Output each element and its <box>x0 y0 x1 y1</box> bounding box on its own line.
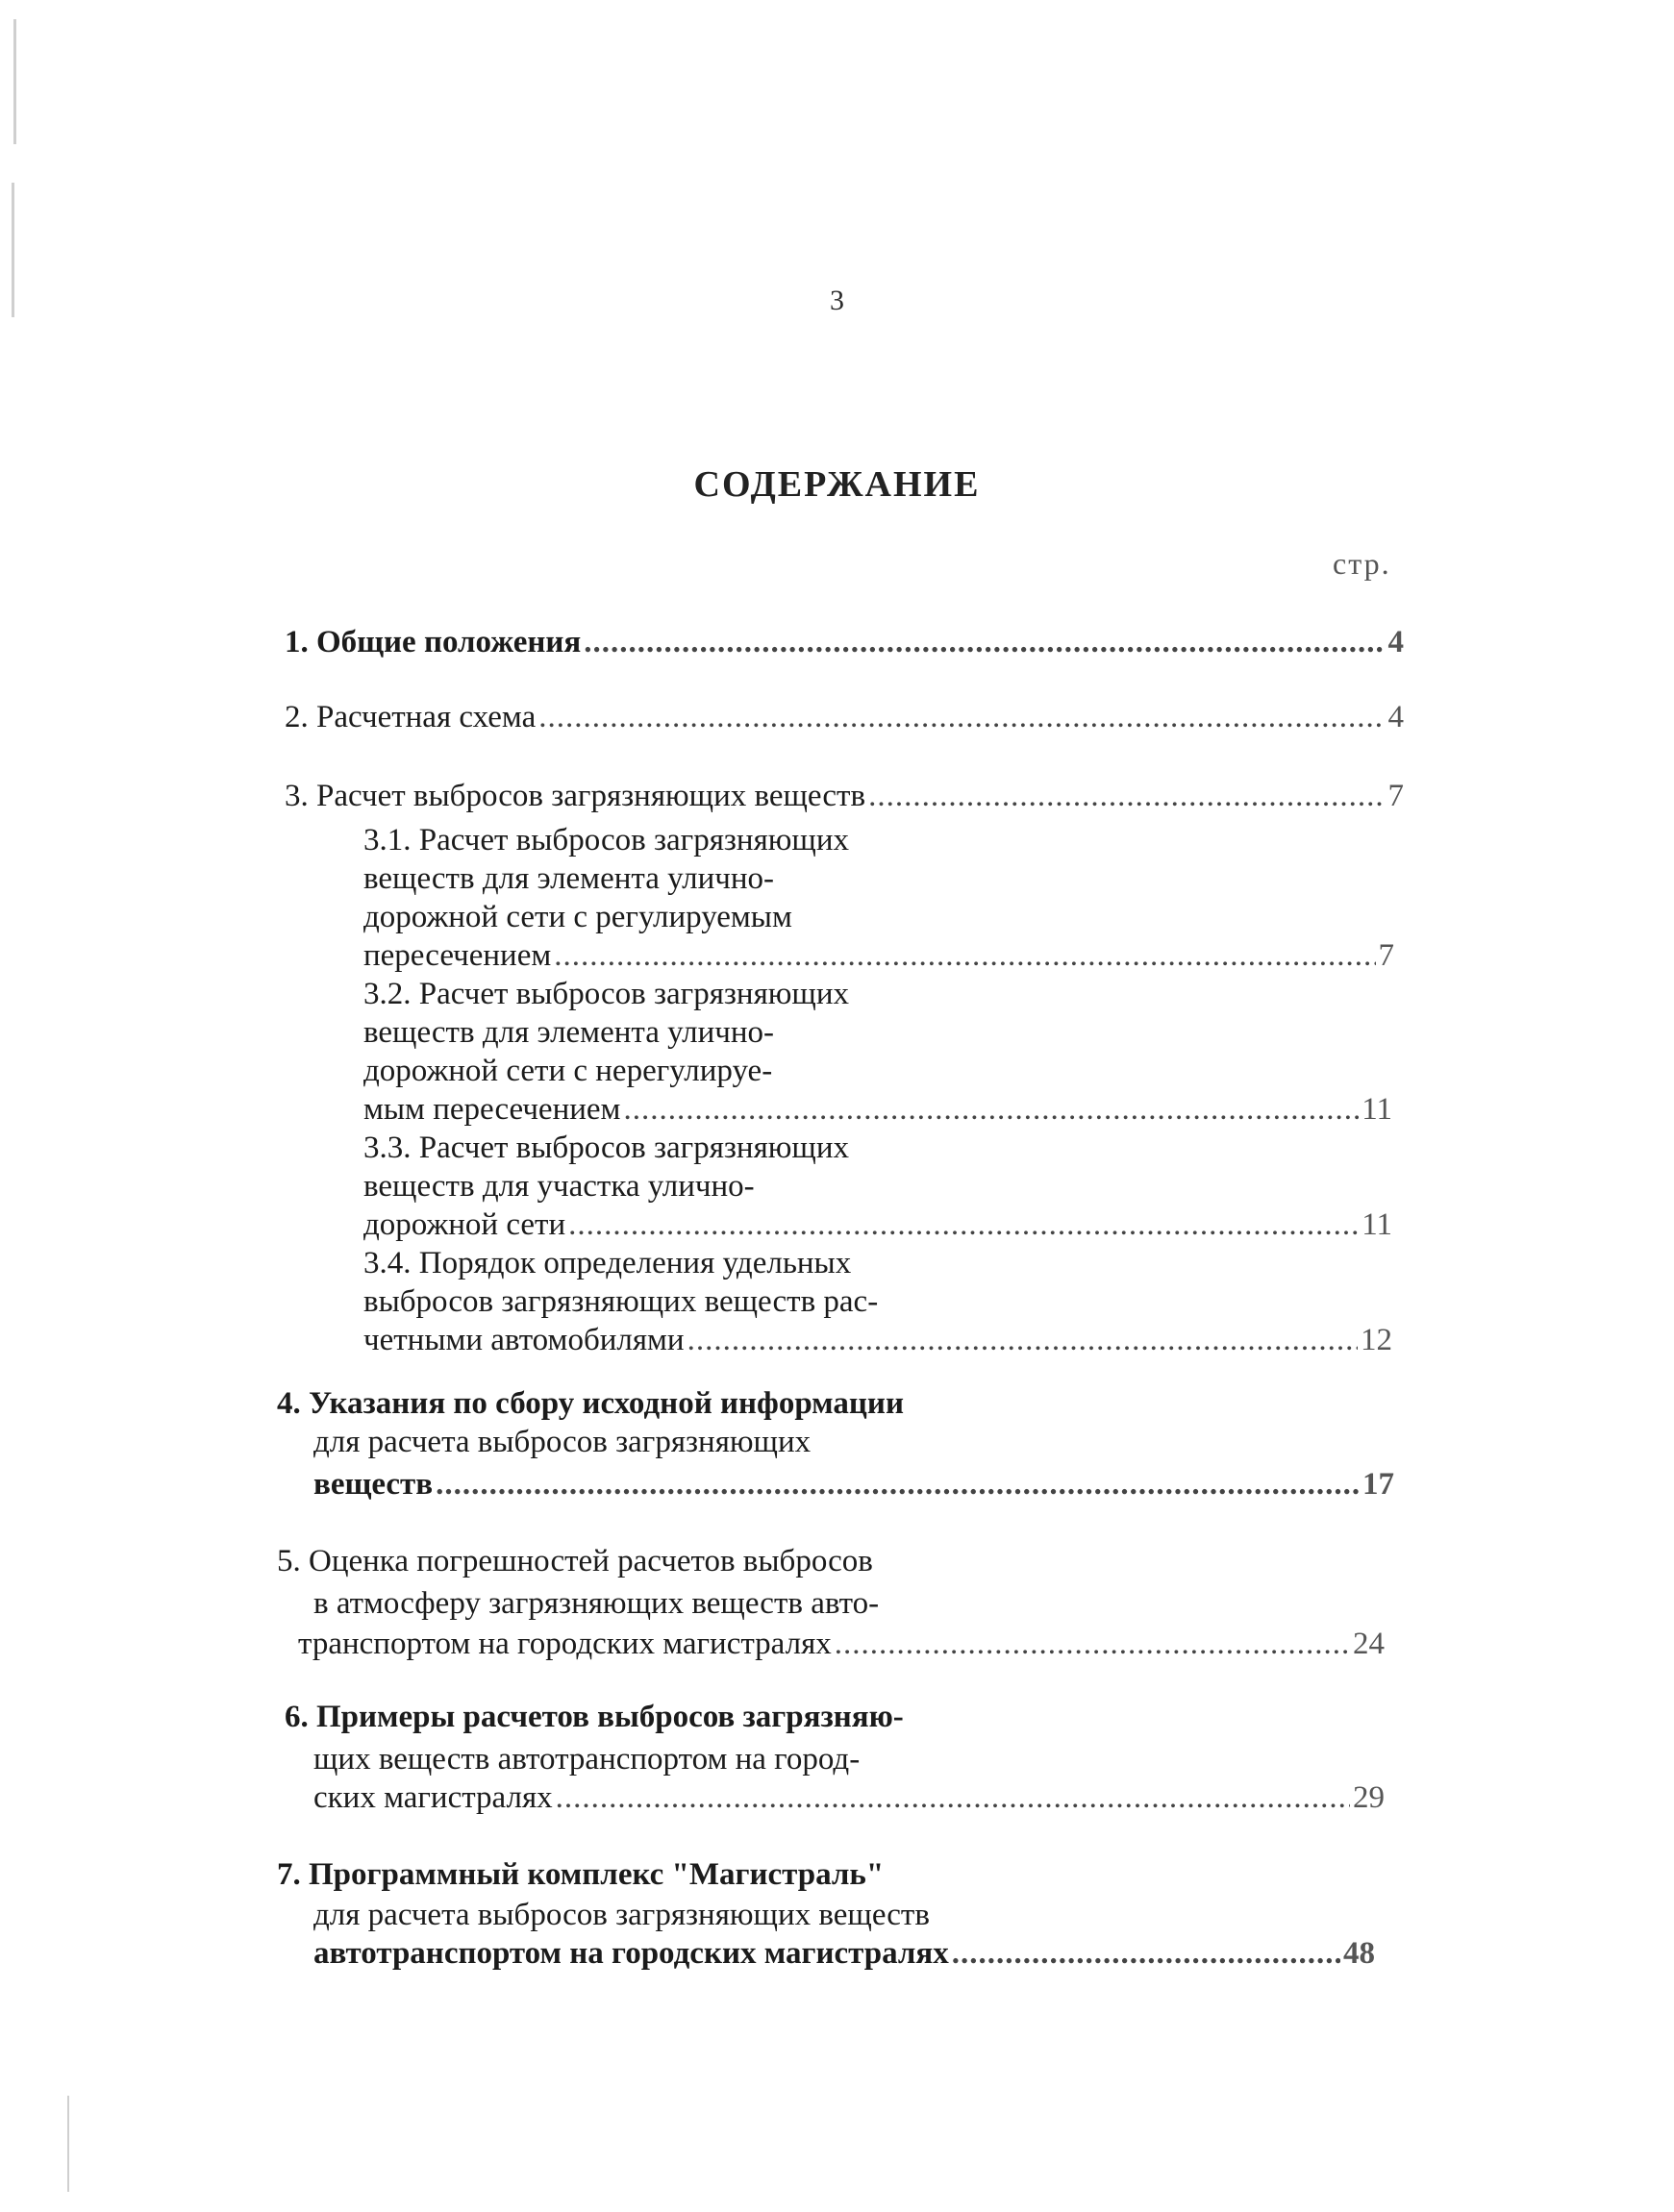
toc-entry-3-3-line-3[interactable]: дорожной сети ..... 11 <box>363 1205 1392 1244</box>
toc-entry-7-line-3[interactable]: автотранспортом на городских магистралях ..... 48 <box>313 1934 1375 1973</box>
dot-leader <box>584 623 1385 661</box>
toc-page-number: 4 <box>1387 700 1404 734</box>
toc-entry-3-2-line-3[interactable]: дорожной сети с нерегулируе- <box>363 1054 773 1088</box>
toc-entry-7-line-1[interactable]: 7. Программный комплекс "Магистраль" <box>277 1857 885 1892</box>
toc-page-number: 12 <box>1361 1323 1392 1357</box>
toc-entry-3-2-line-4[interactable]: мым пересечением ..... 11 <box>363 1090 1392 1129</box>
toc-entry-4-line-1[interactable]: 4. Указания по сбору исходной информации <box>277 1386 904 1421</box>
toc-page-number: 4 <box>1387 625 1404 659</box>
page-title: СОДЕРЖАНИЕ <box>693 464 981 505</box>
toc-page-number: 7 <box>1378 938 1394 973</box>
toc-page-number: 24 <box>1353 1627 1385 1661</box>
toc-entry-4-line-3[interactable]: веществ ..... 17 <box>313 1465 1394 1504</box>
dot-leader <box>568 1205 1359 1244</box>
toc-entry-3-4-line-1[interactable]: 3.4. Порядок определения удельных <box>363 1246 852 1280</box>
toc-entry-3-2-line-1[interactable]: 3.2. Расчет выбросов загрязняющих <box>363 977 849 1011</box>
toc-page-number: 11 <box>1362 1207 1392 1242</box>
toc-entry-4-line-2[interactable]: для расчета выбросов загрязняющих <box>313 1425 812 1459</box>
toc-entry-3-1-line-2[interactable]: веществ для элемента улично- <box>363 861 775 896</box>
dot-leader <box>687 1321 1358 1359</box>
toc-entry-5-line-1[interactable]: 5. Оценка погрешностей расчетов выбросов <box>277 1544 873 1578</box>
toc-page-number: 48 <box>1343 1936 1375 1971</box>
toc-entry-3-3-line-1[interactable]: 3.3. Расчет выбросов загрязняющих <box>363 1131 849 1165</box>
toc-entry-6-line-2[interactable]: щих веществ автотранспортом на город- <box>313 1742 861 1777</box>
toc-entry-3-1-line-1[interactable]: 3.1. Расчет выбросов загрязняющих <box>363 823 849 857</box>
toc-entry-3-4-line-2[interactable]: выбросов загрязняющих веществ рас- <box>363 1284 879 1319</box>
toc-entry-3-4-line-3[interactable]: четными автомобилями ..... 12 <box>363 1321 1392 1359</box>
toc-entry-2[interactable] <box>285 698 1404 736</box>
dot-leader <box>554 936 1375 975</box>
dot-leader <box>436 1465 1360 1504</box>
toc-entry-text: 3. Расчет выбросов загрязняющих веществ <box>285 779 866 813</box>
pages-column-label: стр. <box>1333 546 1391 581</box>
toc-entry-1[interactable] <box>285 623 1404 661</box>
dot-leader <box>556 1778 1350 1817</box>
toc-entry-3-1-line-4[interactable]: пересечением ..... 7 <box>363 936 1394 975</box>
dot-leader <box>952 1934 1340 1973</box>
toc-entry-6-line-3[interactable]: ских магистралях ..... 29 <box>313 1778 1385 1817</box>
dot-leader <box>835 1625 1350 1663</box>
toc-entry-text: 2. Расчетная схема <box>285 700 537 734</box>
toc-entry-3[interactable] <box>285 777 1404 815</box>
dot-leader <box>538 698 1385 736</box>
toc-entry-3-1-line-3[interactable]: дорожной сети с регулируемым <box>363 900 792 934</box>
toc-entry-6-line-1[interactable]: 6. Примеры расчетов выбросов загрязняю- <box>285 1700 904 1734</box>
toc-entry-3-2-line-2[interactable]: веществ для элемента улично- <box>363 1015 775 1050</box>
toc-entry-3-3-line-2[interactable]: веществ для участка улично- <box>363 1169 755 1204</box>
dot-leader <box>868 777 1385 815</box>
toc-page-number: 7 <box>1387 779 1404 813</box>
toc-page-number: 29 <box>1353 1780 1385 1815</box>
page-number: 3 <box>830 285 844 316</box>
toc-entry-5-line-3[interactable]: транспортом на городских магистралях ..... 24 <box>298 1625 1385 1663</box>
toc-page-number: 17 <box>1362 1467 1394 1502</box>
dot-leader <box>623 1090 1359 1129</box>
toc-page-number: 11 <box>1362 1092 1392 1127</box>
toc-entry-5-line-2[interactable]: в атмосферу загрязняющих веществ авто- <box>313 1586 880 1621</box>
toc-entry-7-line-2[interactable]: для расчета выбросов загрязняющих веществ <box>313 1898 930 1932</box>
toc-entry-text: 1. Общие положения <box>285 625 582 659</box>
